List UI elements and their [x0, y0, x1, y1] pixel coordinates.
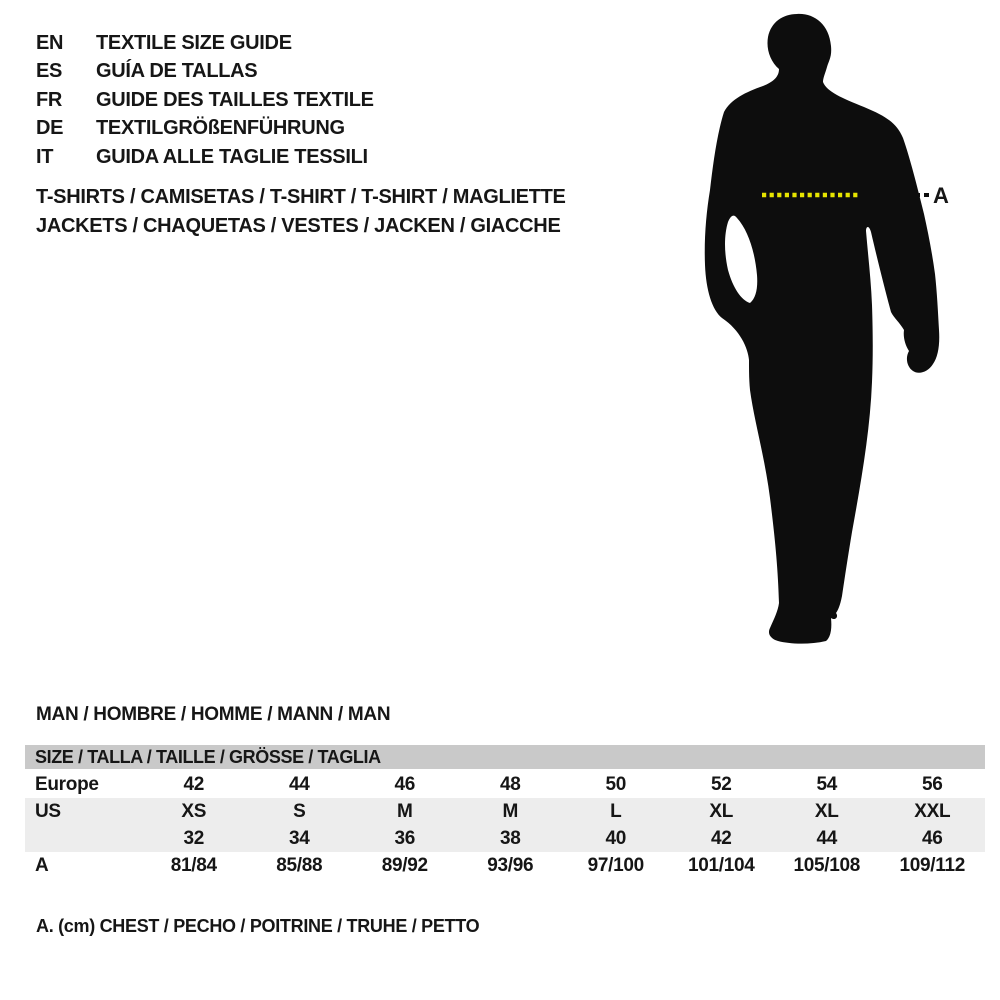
table-cell: 93/96 — [487, 854, 534, 876]
table-cell: M — [502, 800, 519, 822]
language-label: GUIDE DES TAILLES TEXTILE — [96, 88, 374, 111]
table-cell: 97/100 — [587, 854, 644, 876]
table-cell: 42 — [183, 773, 205, 795]
table-cell: S — [293, 800, 306, 822]
language-label: TEXTILGRÖßENFÜHRUNG — [96, 117, 345, 140]
table-cell: XS — [181, 800, 207, 822]
table-cell: 38 — [499, 827, 521, 849]
table-cell: 109/112 — [899, 854, 966, 876]
language-row-de — [36, 115, 374, 144]
product-category-jackets: JACKETS / CHAQUETAS / VESTES / JACKEN / GIACCHE — [36, 215, 561, 237]
measurement-label-a: A — [933, 183, 949, 208]
language-code: EN — [36, 31, 64, 54]
table-cell: 36 — [394, 827, 416, 849]
row-label: US — [35, 800, 61, 822]
table-cell: 44 — [816, 827, 838, 849]
table-cell: 46 — [921, 827, 943, 849]
table-row-chest-a — [25, 852, 985, 879]
table-cell: 101/104 — [687, 854, 755, 876]
language-label: GUIDA ALLE TAGLIE TESSILI — [96, 145, 368, 168]
table-cell: 40 — [605, 827, 627, 849]
size-table-header: SIZE / TALLA / TAILLE / GRÖSSE / TAGLIA — [25, 745, 985, 769]
table-cell: 56 — [921, 773, 943, 795]
table-cell: L — [610, 800, 622, 822]
language-row-es — [36, 58, 374, 87]
table-cell: XL — [814, 800, 839, 822]
table-cell: 54 — [816, 773, 838, 795]
language-row-it — [36, 143, 374, 172]
table-cell: 105/108 — [793, 854, 861, 876]
product-category-tshirts: T-SHIRTS / CAMISETAS / T-SHIRT / T-SHIRT / MAGLIETTE — [36, 186, 566, 208]
table-cell: 34 — [288, 827, 310, 849]
language-row-fr — [36, 86, 374, 115]
size-table — [25, 745, 985, 879]
language-code: DE — [36, 117, 64, 140]
language-code: IT — [36, 145, 54, 168]
table-cell: 46 — [394, 773, 416, 795]
language-row-en — [36, 29, 374, 58]
table-cell: 50 — [605, 773, 627, 795]
table-cell: 85/88 — [276, 854, 323, 876]
language-list — [36, 29, 374, 172]
language-code: FR — [36, 88, 63, 111]
table-cell: M — [396, 800, 413, 822]
table-cell: 44 — [288, 773, 310, 795]
language-label: TEXTILE SIZE GUIDE — [96, 31, 292, 54]
measurement-footnote: A. (cm) CHEST / PECHO / POITRINE / TRUHE / PETTO — [36, 916, 480, 936]
table-cell: 89/92 — [381, 854, 428, 876]
table-row-us — [25, 798, 985, 825]
table-cell: 48 — [499, 773, 521, 795]
table-row-europe — [25, 771, 985, 798]
table-cell: XL — [709, 800, 734, 822]
table-row-numeric — [25, 825, 985, 852]
section-title-man: MAN / HOMBRE / HOMME / MANN / MAN — [36, 704, 391, 725]
table-cell: 52 — [710, 773, 732, 795]
product-category-list — [36, 183, 566, 241]
man-silhouette-figure — [640, 0, 1000, 660]
table-cell: XXL — [914, 800, 951, 822]
table-cell: 81/84 — [170, 854, 217, 876]
row-label: A — [35, 854, 49, 876]
language-label: GUÍA DE TALLAS — [96, 60, 258, 83]
row-label: Europe — [35, 773, 99, 795]
man-silhouette — [705, 14, 940, 644]
table-cell: 42 — [710, 827, 732, 849]
table-cell: 32 — [183, 827, 205, 849]
language-code: ES — [36, 60, 63, 83]
